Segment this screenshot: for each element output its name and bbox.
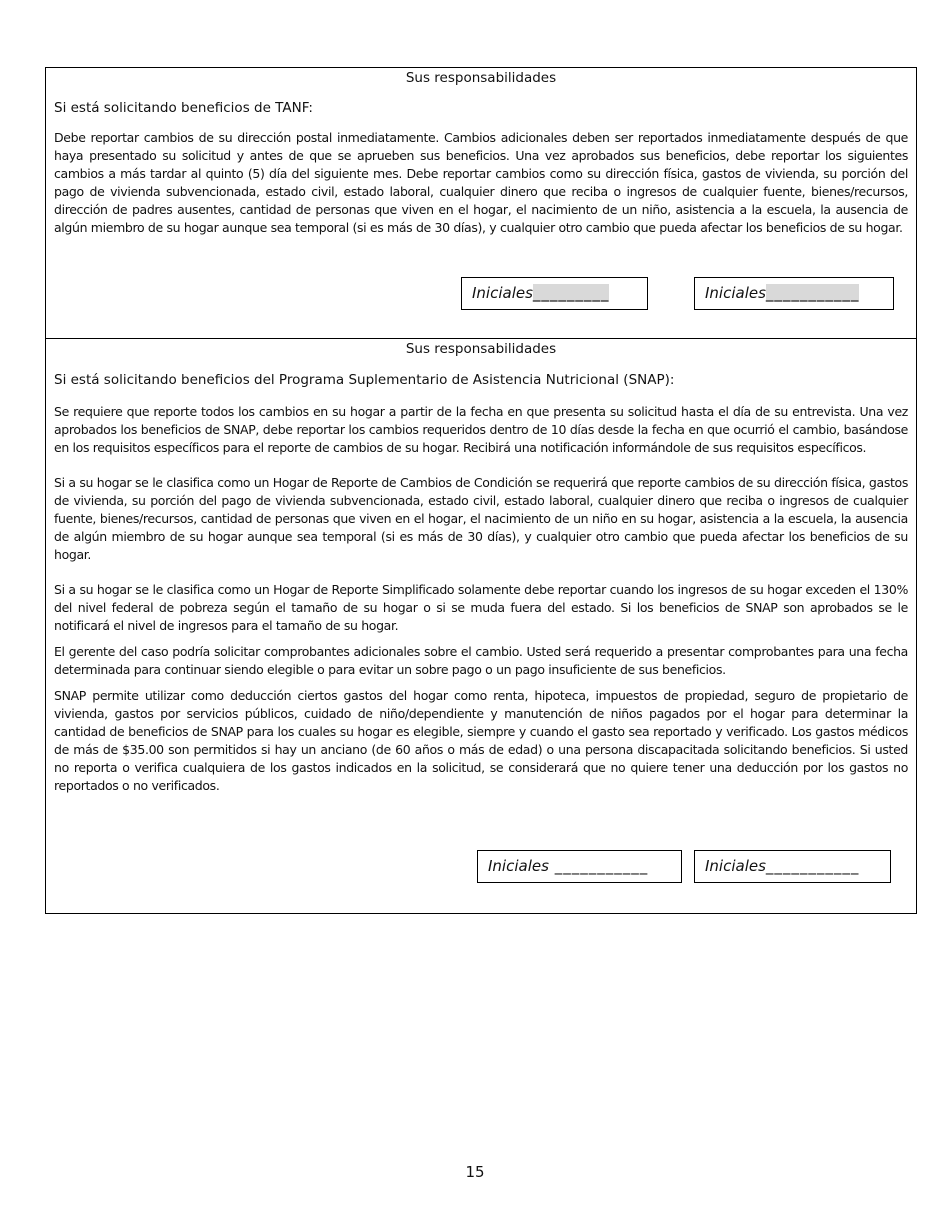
section-intro: Si está solicitando beneficios de TANF: — [54, 100, 313, 116]
snap-paragraph-verification: El gerente del caso podría solicitar comprobantes adicionales sobre el cambio. Usted será requerido a presentar comprobantes para una fecha determinada para continuar siendo elegible o para evitar un sobre pago o un pago insuficiente de sus beneficios. — [54, 644, 908, 677]
initials-label: Iniciales — [488, 857, 549, 875]
section-intro: Si está solicitando beneficios del Programa Suplementario de Asistencia Nutricional (SNAP): — [54, 372, 675, 388]
tanf-responsibilities-section — [45, 67, 917, 339]
initials-label: Iniciales — [705, 857, 766, 875]
snap-initials-field-2[interactable] — [694, 850, 891, 883]
initials-blank: ___________ — [548, 857, 649, 875]
tanf-initials-field-2[interactable] — [694, 277, 894, 310]
snap-initials-field-1[interactable] — [477, 850, 682, 883]
tanf-initials-field-1[interactable] — [461, 277, 648, 310]
snap-paragraph-reporting: Se requiere que reporte todos los cambios en su hogar a partir de la fecha en que presenta su solicitud hasta el día de su entrevista. Una vez aprobados los beneficios de SNAP, debe reportar los cambios requeridos dentro de 10 días desde la fecha en que ocurrió el cambio, basándose en los requisitos específicos para el reporte de cambios de su hogar. Recibirá una notificación informándole de sus requisitos específicos. — [54, 404, 908, 455]
initials-label: Iniciales — [472, 284, 533, 302]
tanf-body-paragraph: Debe reportar cambios de su dirección postal inmediatamente. Cambios adicionales deben ser reportados inmediatamente después de que haya presentado su solicitud y antes de que se aprueben sus beneficios. Una vez aprobados sus beneficios, debe reportar los siguientes cambios a más tardar al quinto (5) día del siguiente mes. Debe reportar cambios como su dirección física, gastos de vivienda, su porción del pago de vivienda subvencionada, estado civil, estado laboral, cualquier dinero que reciba o ingresos de cualquier fuente, bienes/recursos, dirección de padres ausentes, cantidad de personas que viven en el hogar, el nacimiento de un niño, asistencia a la escuela, la ausencia de algún miembro de su hogar aunque sea temporal (si es más de 30 días), y cualquier otro cambio que pueda afectar los beneficios de su hogar. — [54, 130, 908, 235]
snap-paragraph-change-reporting: Si a su hogar se le clasifica como un Hogar de Reporte de Cambios de Condición se requerirá que reporte cambios de su dirección física, gastos de vivienda, su porción del pago de vivienda subvencionada, estado civil, estado laboral, cualquier dinero que reciba o ingresos de cualquier fuente, bienes/recursos, cantidad de personas que viven en el hogar, el nacimiento de un niño en su hogar, asistencia a la escuela, la ausencia de algún miembro de su hogar aunque sea temporal (si es más de 30 días), y cualquier otro cambio que pueda afectar los beneficios de su hogar. — [54, 475, 908, 562]
page-number: 15 — [465, 1163, 485, 1181]
snap-responsibilities-section — [45, 338, 917, 914]
snap-paragraph-simplified-reporting: Si a su hogar se le clasifica como un Hogar de Reporte Simplificado solamente debe reportar cuando los ingresos de su hogar exceden el 130% del nivel federal de pobreza según el tamaño de su hogar o si se muda fuera del estado. Si los beneficios de SNAP son aprobados se le notificará el nivel de ingresos para el tamaño de su hogar. — [54, 582, 908, 633]
initials-blank: _________ — [532, 284, 610, 302]
section-title: Sus responsabilidades — [405, 341, 557, 357]
section-title: Sus responsabilidades — [405, 70, 557, 86]
initials-blank: ___________ — [765, 284, 860, 302]
initials-blank: ___________ — [765, 857, 860, 875]
snap-paragraph-deductions: SNAP permite utilizar como deducción ciertos gastos del hogar como renta, hipoteca, impuestos de propiedad, seguro de propietario de vivienda, gastos por servicios públicos, cuidado de niño/dependiente y manutención de niños pagados por el hogar para determinar la cantidad de beneficios de SNAP para los cuales su hogar es elegible, siempre y cuando el gasto sea reportado y verificado. Los gastos médicos de más de $35.00 son permitidos si hay un anciano (de 60 años o más de edad) o una persona discapacitada solicitando beneficios. Si usted no reporta o verifica cualquiera de los gastos indicados en la solicitud, se considerará que no quiere tener una deducción por los gastos no reportados o no verificados. — [54, 688, 908, 793]
initials-label: Iniciales — [705, 284, 766, 302]
